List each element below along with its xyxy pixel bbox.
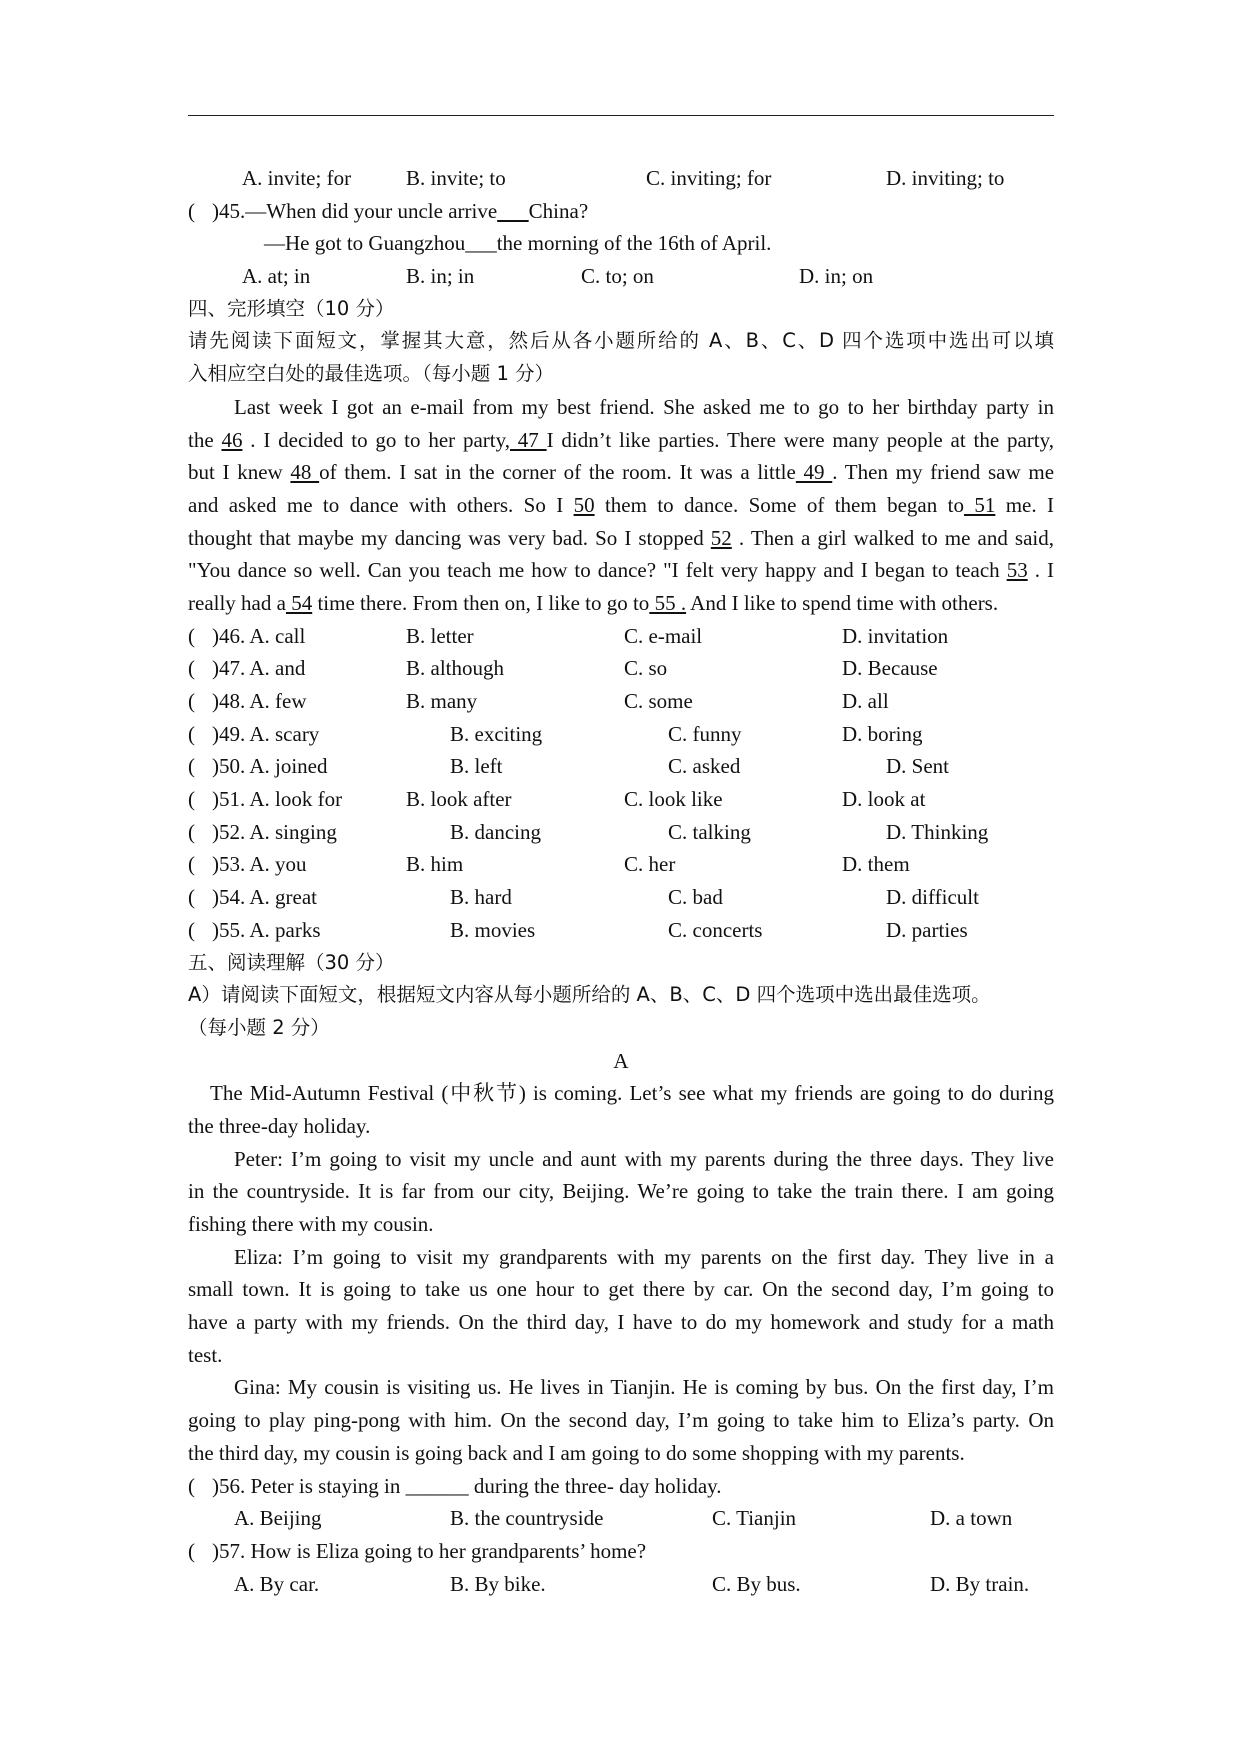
- option-b: B. By bike.: [450, 1571, 546, 1596]
- option-c: C. her: [624, 852, 676, 877]
- option-b: B. him: [406, 852, 464, 877]
- section5-instruction-1: A）请阅读下面短文，根据短文内容从每小题所给的 A、B、C、D 四个选项中选出最佳选项。: [188, 983, 991, 1007]
- option-a: )51. A. look for: [212, 787, 343, 812]
- question-57: [188, 1535, 1054, 1568]
- option-a: A. By car.: [234, 1571, 320, 1596]
- option-d: D. a town: [930, 1506, 1013, 1531]
- answer-paren: (: [188, 819, 195, 844]
- cloze-text: "You dance so well. Can you teach me how to dance? "I felt very happy and I began to teach: [188, 558, 1007, 583]
- q45-stem: [188, 195, 1054, 228]
- eliza-line-1: Eliza: I’m going to visit my grandparents with my parents on the first day. They live in a: [234, 1244, 1054, 1269]
- question-47: [188, 652, 1054, 685]
- option-d: D. difficult: [886, 885, 979, 910]
- option-b: B. left: [450, 754, 503, 779]
- cloze-text: . I decided to go to her party,: [242, 427, 510, 452]
- question-57-options: [188, 1568, 1054, 1601]
- section5-heading: 五、阅读理解（30 分）: [188, 950, 395, 974]
- option-d: D. them: [842, 852, 910, 877]
- answer-paren: (: [188, 852, 195, 877]
- cloze-text: And I like to spend time with others.: [686, 590, 999, 615]
- cloze-text: Last week I got an e-mail from my best friend. She asked me to go to her birthday party in: [234, 394, 1054, 419]
- peter-line-1: Peter: I’m going to visit my uncle and aunt with my parents during the three days. They live: [234, 1146, 1054, 1171]
- cloze-text: I didn’t like parties. There were many people at the party,: [546, 427, 1055, 452]
- cloze-text: time there. From then on, I like to go to: [312, 590, 650, 615]
- question-53: [188, 848, 1054, 881]
- question-48: [188, 685, 1054, 718]
- option-a: )50. A. joined: [212, 754, 328, 779]
- cloze-line-2: [188, 424, 1054, 457]
- option-a: )48. A. few: [212, 689, 307, 713]
- answer-paren: (: [188, 754, 195, 779]
- option-b: B. look after: [406, 787, 512, 812]
- blank-51: 51: [963, 492, 996, 517]
- q45-option-a: A. at; in: [242, 264, 311, 289]
- cloze-line-4: [188, 489, 1054, 522]
- option-a: )54. A. great: [212, 885, 317, 910]
- option-a: )55. A. parks: [212, 917, 321, 942]
- answer-paren: (: [188, 689, 195, 713]
- q45-blank-2: ___: [465, 231, 497, 256]
- blank-50: 50: [573, 492, 595, 517]
- option-c: C. so: [624, 656, 668, 681]
- page-content: [188, 162, 1054, 1600]
- answer-paren: (: [188, 917, 195, 942]
- blank-53: 53: [1006, 558, 1028, 583]
- eliza-line-4: test.: [188, 1342, 223, 1367]
- gina-line-2: going to play ping-pong with him. On the second day, I’m going to take him to Eliza’s party. On: [188, 1408, 1054, 1433]
- blank-47: 47: [509, 427, 547, 452]
- option-b: B. many: [406, 689, 478, 713]
- q44-option-b: B. invite; to: [406, 166, 506, 190]
- option-a: )49. A. scary: [212, 721, 320, 746]
- answer-paren: (: [188, 623, 195, 648]
- q44-option-d: D. inviting; to: [886, 166, 1005, 190]
- option-d: D. By train.: [930, 1571, 1030, 1596]
- q44-option-a: A. invite; for: [242, 166, 352, 190]
- section4-instruction-1: 请先阅读下面短文，掌握其大意，然后从各小题所给的 A、B、C、D 四个选项中选出可以填: [188, 329, 1054, 353]
- blank-55: 55 .: [649, 590, 687, 615]
- q45-question: )45.—When did your uncle arrive: [212, 198, 498, 223]
- q45-option-b: B. in; in: [406, 264, 475, 289]
- answer-paren: (: [188, 656, 195, 681]
- question-stem: )56. Peter is staying in ______ during the three- day holiday.: [212, 1473, 722, 1498]
- cloze-text: me. I: [995, 492, 1054, 517]
- option-c: C. funny: [668, 721, 742, 746]
- option-a: )46. A. call: [212, 623, 306, 648]
- option-c: C. some: [624, 689, 693, 713]
- cloze-line-3: [188, 456, 1054, 489]
- q45-option-d: D. in; on: [799, 264, 874, 289]
- option-a: )53. A. you: [212, 852, 307, 877]
- cloze-text: of them. I sat in the corner of the room. It was a little: [319, 460, 796, 485]
- option-b: B. movies: [450, 917, 536, 942]
- gina-line-1: Gina: My cousin is visiting us. He lives in Tianjin. He is coming by bus. On the first day, I’m: [234, 1375, 1054, 1400]
- cloze-line-7: [188, 587, 1054, 620]
- cloze-text: them to dance. Some of them began to: [594, 492, 964, 517]
- answer-paren: (: [188, 721, 195, 746]
- gina-line-3: the third day, my cousin is going back and I am going to do some shopping with my parents.: [188, 1440, 965, 1465]
- cloze-text: thought that maybe my dancing was very bad. So I stopped: [188, 525, 711, 550]
- option-a: )47. A. and: [212, 656, 306, 681]
- q44-options: [188, 162, 1054, 195]
- cloze-line-5: [188, 522, 1054, 555]
- answer-paren: (: [188, 198, 195, 223]
- section5-instruction-2: （每小题 2 分）: [188, 1015, 330, 1039]
- option-c: C. concerts: [668, 917, 763, 942]
- peter-line-2: in the countryside. It is far from our city, Beijing. We’re going to take the train there. I am going: [188, 1179, 1054, 1204]
- option-d: D. all: [842, 689, 889, 713]
- option-b: B. the countryside: [450, 1506, 604, 1531]
- blank-49: 49: [795, 460, 833, 485]
- cloze-text: but I knew: [188, 460, 291, 485]
- q45-option-c: C. to; on: [581, 264, 654, 289]
- option-c: C. look like: [624, 787, 723, 812]
- option-b: B. although: [406, 656, 504, 681]
- option-d: D. parties: [886, 917, 968, 942]
- header-rule: [188, 115, 1054, 116]
- section4-instruction-2: 入相应空白处的最佳选项。（每小题 1 分）: [188, 362, 555, 386]
- option-a: A. Beijing: [234, 1506, 322, 1531]
- question-46: [188, 620, 1054, 653]
- cloze-line-1: [188, 391, 1054, 424]
- blank-54: 54: [285, 590, 313, 615]
- passage-intro-2: the three-day holiday.: [188, 1113, 371, 1138]
- cloze-text: . Then my friend saw me: [832, 460, 1055, 485]
- option-a: )52. A. singing: [212, 819, 337, 844]
- question-54: [188, 881, 1054, 914]
- option-c: C. e-mail: [624, 623, 703, 648]
- cloze-text: and asked me to dance with others. So I: [188, 492, 574, 517]
- cloze-line-6: [188, 554, 1054, 587]
- option-c: C. talking: [668, 819, 751, 844]
- question-49: [188, 718, 1054, 751]
- passage-intro-1: The Mid-Autumn Festival (中秋节) is coming. Let’s see what my friends are going to do during: [210, 1081, 1054, 1106]
- answer-paren: (: [188, 1473, 195, 1498]
- cloze-text: the: [188, 427, 222, 452]
- option-c: C. Tianjin: [712, 1506, 797, 1531]
- answer-paren: (: [188, 1538, 195, 1563]
- question-stem: )57. How is Eliza going to her grandparents’ home?: [212, 1538, 647, 1563]
- option-b: B. exciting: [450, 721, 543, 746]
- q44-option-c: C. inviting; for: [646, 166, 772, 190]
- option-d: D. boring: [842, 721, 923, 746]
- question-56-options: [188, 1502, 1054, 1535]
- option-c: C. By bus.: [712, 1571, 801, 1596]
- option-c: C. asked: [668, 754, 741, 779]
- option-d: D. Because: [842, 656, 938, 681]
- q45-question-end: China?: [528, 198, 589, 223]
- q45-answer-end: the morning of the 16th of April.: [496, 231, 772, 256]
- passage-label: A: [613, 1048, 629, 1073]
- cloze-text: . Then a girl walked to me and said,: [731, 525, 1054, 550]
- question-51: [188, 783, 1054, 816]
- q45-answer-start: —He got to Guangzhou: [264, 231, 466, 256]
- question-50: [188, 750, 1054, 783]
- option-b: B. hard: [450, 885, 512, 910]
- q45-answer: [188, 227, 1054, 260]
- option-b: B. letter: [406, 623, 474, 648]
- eliza-line-2: small town. It is going to take us one hour to get there by car. On the second day, I’m going to: [188, 1277, 1054, 1302]
- option-b: B. dancing: [450, 819, 541, 844]
- question-55: [188, 914, 1054, 947]
- option-d: D. look at: [842, 787, 926, 812]
- option-d: D. invitation: [842, 623, 949, 648]
- option-d: D. Sent: [886, 754, 949, 779]
- question-56: [188, 1470, 1054, 1503]
- blank-48: 48: [290, 460, 320, 485]
- q45-options: [188, 260, 1054, 293]
- blank-52: 52: [710, 525, 732, 550]
- question-52: [188, 816, 1054, 849]
- eliza-line-3: have a party with my friends. On the third day, I have to do my homework and study for a math: [188, 1310, 1054, 1335]
- option-c: C. bad: [668, 885, 723, 910]
- section4-heading: 四、完形填空（10 分）: [188, 296, 395, 320]
- peter-line-3: fishing there with my cousin.: [188, 1212, 434, 1236]
- answer-paren: (: [188, 885, 195, 910]
- cloze-text: really had a: [188, 590, 286, 615]
- answer-paren: (: [188, 787, 195, 812]
- option-d: D. Thinking: [886, 819, 989, 844]
- blank-46: 46: [221, 427, 243, 452]
- cloze-text: . I: [1027, 558, 1054, 583]
- q45-blank-1: [497, 199, 529, 223]
